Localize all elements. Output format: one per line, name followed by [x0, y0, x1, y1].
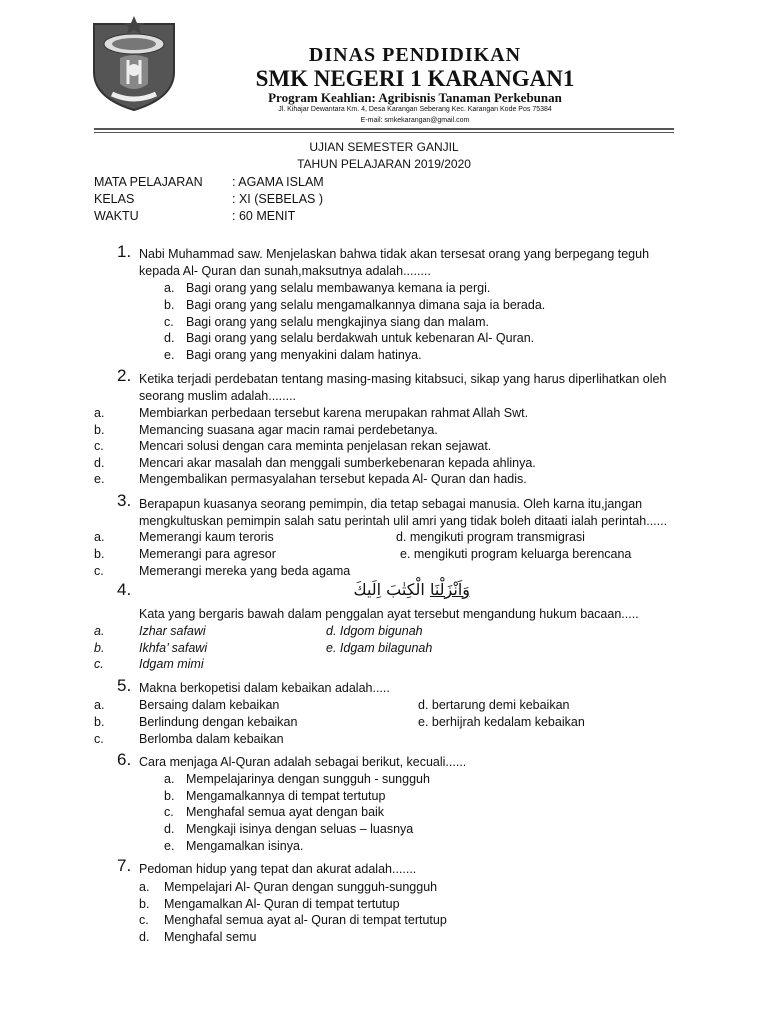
school-email: E-mail: smkekarangan@gmail.com	[360, 117, 470, 124]
option-text: Menghafal semu	[164, 930, 257, 944]
option-label: e.	[164, 348, 175, 362]
option-label: d.	[139, 930, 150, 944]
option-label: c.	[94, 439, 104, 453]
option-text: Mencari solusi dengan cara meminta penjelasan rekan sejawat.	[139, 439, 492, 453]
option-text: d. bertarung demi kebaikan	[418, 698, 570, 712]
option-text: Mengembalikan permasyalahan tersebut kepada Al- Quran dan hadis.	[139, 472, 527, 486]
school-name: SMK NEGERI 1 KARANGAN1	[255, 66, 575, 91]
question-text: Ketika terjadi perdebatan tentang masing-masing kitabsuci, sikap yang harus diperlihatkan oleh	[139, 372, 667, 386]
question-number: 7.	[117, 856, 132, 875]
option-label: a.	[164, 281, 175, 295]
option-label: b.	[94, 547, 105, 561]
question-text: Berapapun kuasanya seorang pemimpin, dia tetap sebagai manusia. Oleh karna itu,jangan	[139, 497, 643, 511]
option-text: Bersaing dalam kebaikan	[139, 698, 280, 712]
option-text: Bagi orang yang menyakini dalam hatinya.	[186, 348, 422, 362]
option-text: Memerangi mereka yang beda agama	[139, 564, 351, 578]
option-label: a.	[94, 406, 105, 420]
option-text: Mengamalkan Al- Quran di tempat tertutup	[164, 897, 400, 911]
option-text: Memancing suasana agar macin ramai perdebetanya.	[139, 423, 438, 437]
option-label: b.	[94, 423, 105, 437]
header-divider	[94, 128, 674, 130]
option-label: c.	[94, 564, 104, 578]
option-text: Mencari akar masalah dan menggali sumberkebenaran kepada ahlinya.	[139, 456, 536, 470]
option-text: Bagi orang yang selalu mengkajinya siang dan malam.	[186, 315, 489, 329]
option-text: Menghafal semua ayat dengan baik	[186, 805, 385, 819]
school-logo	[90, 14, 178, 112]
option-label: c.	[94, 657, 104, 671]
option-label: b.	[94, 715, 105, 729]
option-label: a.	[94, 624, 105, 638]
option-text: e. mengikuti program keluarga berencana	[400, 547, 632, 561]
option-label: a.	[94, 530, 105, 544]
question-number: 5.	[117, 676, 132, 695]
question-number: 6.	[117, 750, 132, 769]
option-label: b.	[94, 641, 105, 655]
option-text: Berlindung dengan kebaikan	[139, 715, 298, 729]
agency-name: DINAS PENDIDIKAN	[308, 44, 522, 66]
question-number: 1.	[117, 242, 132, 261]
question-number: 3.	[117, 491, 132, 510]
option-text: Berlomba dalam kebaikan	[139, 732, 284, 746]
option-text: d. Idgom bigunah	[326, 624, 423, 638]
option-text: Mengkaji isinya dengan seluas – luasnya	[186, 822, 414, 836]
option-text: Ikhfa’ safawi	[139, 641, 208, 655]
option-text: Mengamalkan isinya.	[186, 839, 304, 853]
meta-time-value: : 60 MENIT	[232, 209, 296, 223]
exam-year: TAHUN PELAJARAN 2019/2020	[297, 157, 471, 171]
option-text: Mempelajari Al- Quran dengan sungguh-sungguh	[164, 880, 438, 894]
question-number: 2.	[117, 366, 132, 385]
option-text: Mempelajarinya dengan sungguh - sungguh	[186, 772, 430, 786]
question-text: Kata yang bergaris bawah dalam penggalan ayat tersebut mengandung hukum bacaan.....	[139, 607, 639, 621]
exam-title: UJIAN SEMESTER GANJIL	[309, 140, 459, 154]
meta-class-label: KELAS	[94, 192, 135, 206]
option-text: Izhar safawi	[139, 624, 206, 638]
option-label: b.	[164, 298, 175, 312]
option-text: Bagi orang yang selalu membawanya kemana ia pergi.	[186, 281, 491, 295]
option-text: Bagi orang yang selalu mengamalkannya dimana saja ia berada.	[186, 298, 546, 312]
option-label: c.	[164, 805, 174, 819]
option-text: e. Idgam bilagunah	[326, 641, 433, 655]
question-text: Nabi Muhammad saw. Menjelaskan bahwa tidak akan tersesat orang yang berpegang teguh	[139, 247, 650, 261]
meta-time-label: WAKTU	[94, 209, 139, 223]
option-label: c.	[164, 315, 174, 329]
question-text: Makna berkopetisi dalam kebaikan adalah.....	[139, 681, 390, 695]
option-label: b.	[139, 897, 150, 911]
option-text: d. mengikuti program transmigrasi	[396, 530, 585, 544]
option-text: e. berhijrah kedalam kebaikan	[418, 715, 585, 729]
arabic-verse	[353, 580, 470, 599]
option-text: Bagi orang yang selalu berdakwah untuk kebenaran Al- Quran.	[186, 331, 535, 345]
option-label: e.	[164, 839, 175, 853]
option-text: Memerangi para agresor	[139, 547, 276, 561]
option-label: e.	[94, 472, 105, 486]
program-name: Program Keahlian: Agribisnis Tanaman Perkebunan	[268, 90, 562, 105]
option-label: d.	[164, 331, 175, 345]
question-number: 4.	[117, 580, 132, 599]
option-text: Menghafal semua ayat al- Quran di tempat tertutup	[164, 913, 447, 927]
arabic-verse-underlined: وَاَنْزَلْنَا	[429, 580, 470, 599]
question-text: kepada Al- Quran dan sunah,maksutnya adalah........	[139, 264, 431, 278]
option-text: Memerangi kaum teroris	[139, 530, 274, 544]
option-label: d.	[164, 822, 175, 836]
question-text: Cara menjaga Al-Quran adalah sebagai berikut, kecuali......	[139, 755, 467, 769]
meta-class-value: : XI (SEBELAS )	[232, 192, 324, 206]
option-label: d.	[94, 456, 105, 470]
option-text: Membiarkan perbedaan tersebut karena merupakan rahmat Allah Swt.	[139, 406, 529, 420]
header-divider-thin	[94, 132, 674, 133]
question-text: Pedoman hidup yang tepat dan akurat adalah.......	[139, 862, 417, 876]
meta-subject-label: MATA PELAJARAN	[94, 175, 203, 189]
meta-subject-value: : AGAMA ISLAM	[232, 175, 324, 189]
arabic-verse-rest: الْكِتٰبَ اِلَيكَ	[353, 580, 425, 599]
option-label: b.	[164, 789, 175, 803]
option-text: Mengamalkannya di tempat tertutup	[186, 789, 386, 803]
option-label: c.	[139, 913, 149, 927]
question-text: mengkultuskan pemimpin salah satu perintah ulil amri yang tidak boleh ditaati ialah perintah......	[139, 514, 668, 528]
option-label: a.	[164, 772, 175, 786]
option-label: a.	[139, 880, 150, 894]
option-label: a.	[94, 698, 105, 712]
option-text: Idgam mimi	[139, 657, 204, 671]
school-address: Jl. Kihajar Dewantara Km. 4, Desa Karangan Seberang Kec. Karangan Kode Pos 75384	[278, 106, 552, 113]
question-text: seorang muslim adalah........	[139, 389, 297, 403]
option-label: c.	[94, 732, 104, 746]
